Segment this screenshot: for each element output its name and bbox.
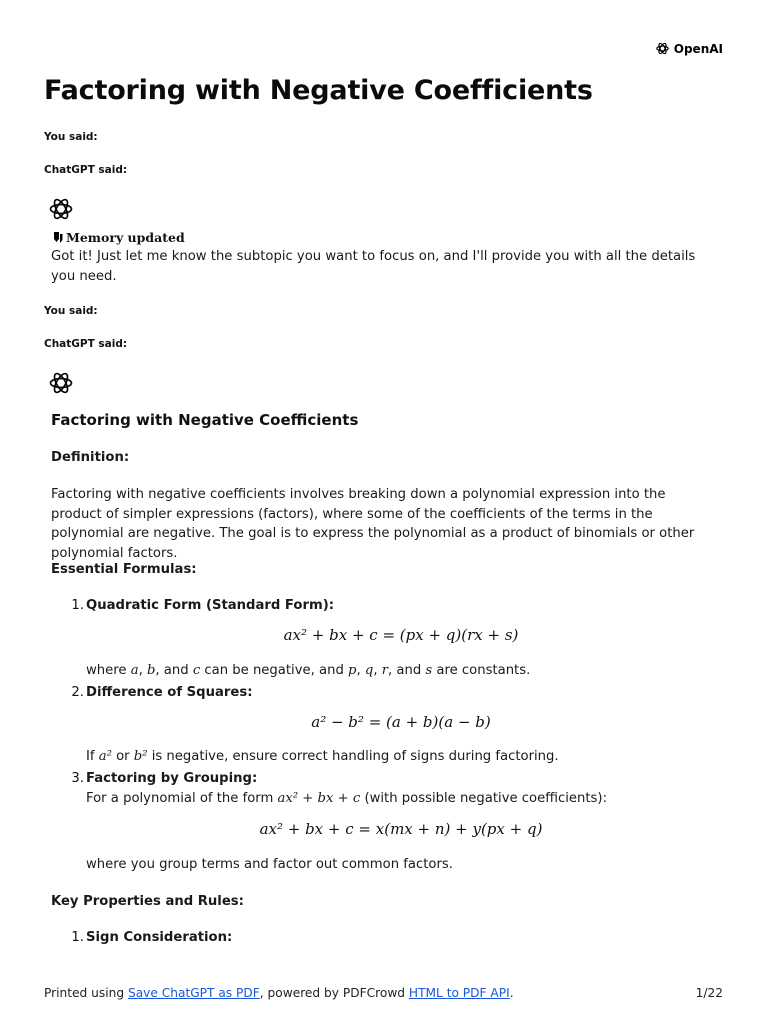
- equation-quadratic: ax² + bx + c = (px + q)(rx + s): [283, 626, 519, 644]
- you-said-label: You said:: [44, 305, 98, 317]
- property-title: Sign Consideration:: [86, 930, 233, 945]
- you-said-label: You said:: [44, 131, 98, 143]
- answer-heading: Factoring with Negative Coefficients: [51, 411, 359, 429]
- memory-updated-label: Memory updated: [66, 230, 185, 245]
- chatgpt-said-label: ChatGPT said:: [44, 164, 128, 176]
- chatgpt-avatar-icon: [47, 195, 75, 223]
- list-number: 3.: [71, 771, 84, 786]
- brand-name: OpenAI: [673, 41, 723, 56]
- openai-icon: [654, 40, 671, 57]
- chatgpt-said-label: ChatGPT said:: [44, 338, 128, 350]
- definition-label: Definition:: [51, 450, 130, 465]
- formula-title: Quadratic Form (Standard Form):: [86, 598, 335, 613]
- page-title: Factoring with Negative Coefficients: [44, 75, 593, 106]
- equation-difference-of-squares: a² − b² = (a + b)(a − b): [311, 713, 491, 731]
- formulas-label: Essential Formulas:: [51, 562, 197, 577]
- print-footer: Printed using Save ChatGPT as PDF, powered by PDFCrowd HTML to PDF API.: [44, 986, 514, 1000]
- list-number: 2.: [71, 685, 84, 700]
- html-to-pdf-api-link[interactable]: HTML to PDF API: [408, 986, 510, 1000]
- list-number: 1.: [71, 598, 84, 613]
- formula-intro: For a polynomial of the form ax² + bx + c (with possible negative coefficients):: [86, 791, 608, 806]
- assistant-reply: Got it! Just let me know the subtopic you want to focus on, and I'll provide you with all the details you need.: [51, 249, 696, 284]
- formula-note: where you group terms and factor out common factors.: [86, 857, 453, 872]
- properties-label: Key Properties and Rules:: [51, 894, 244, 909]
- chatgpt-avatar-icon: [47, 369, 75, 397]
- memory-updated-notice: [52, 230, 185, 245]
- list-number: 1.: [71, 930, 84, 945]
- formula-title: Difference of Squares:: [86, 685, 253, 700]
- definition-text: Factoring with negative coefficients involves breaking down a polynomial expression into the product of simpler expressions (factors), where some of the coefficients of the terms in the polynomial are negative. The goal is to express the polynomial as a product of binomials or other polynomial factors.: [51, 487, 695, 561]
- formula-note: If a² or b² is negative, ensure correct handling of signs during factoring.: [86, 749, 559, 764]
- equation-grouping: ax² + bx + c = x(mx + n) + y(px + q): [259, 820, 543, 838]
- save-chatgpt-pdf-link[interactable]: Save ChatGPT as PDF: [127, 986, 260, 1000]
- formula-title: Factoring by Grouping:: [86, 771, 258, 786]
- page-number: 1/22: [695, 986, 723, 1000]
- memory-icon: [52, 231, 64, 244]
- formula-note: where a, b, and c can be negative, and p, q, r, and s are constants.: [86, 663, 531, 678]
- openai-logo: [654, 40, 723, 57]
